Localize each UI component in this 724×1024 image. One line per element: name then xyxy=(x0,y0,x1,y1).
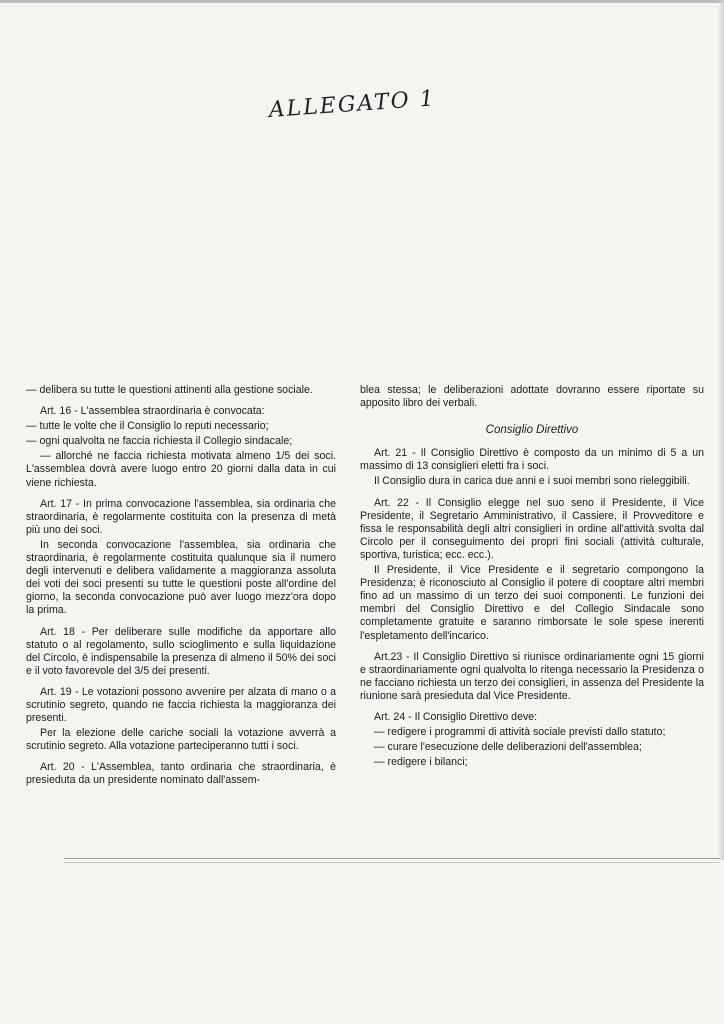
right-column xyxy=(360,384,704,771)
scan-right-edge xyxy=(718,0,724,860)
paragraph: Art. 20 - L'Assemblea, tanto ordinaria che straordinaria, è presieduta da un presidente nominato dall'assem- xyxy=(26,761,336,787)
list-item: — redigere i programmi di attività sociale previsti dallo statuto; xyxy=(374,726,666,739)
handwritten-annotation: ALLEGATO 1 xyxy=(268,86,437,123)
paragraph: Per la elezione delle cariche sociali la votazione avverrà a scrutinio segreto. Alla votazione parteciperanno tutti i soci. xyxy=(26,727,336,753)
left-column xyxy=(26,384,336,796)
section-title: Consiglio Direttivo xyxy=(485,424,579,437)
paragraph: Il Consiglio dura in carica due anni e i suoi membri sono rieleggibili. xyxy=(374,475,690,488)
list-item: — tutte le volte che il Consiglio lo reputi necessario; xyxy=(26,420,269,433)
paragraph: Art. 16 - L'assemblea straordinaria è convocata: xyxy=(40,405,265,418)
list-item: — ogni qualvolta ne faccia richiesta il Collegio sindacale; xyxy=(26,435,293,448)
paragraph: Art. 17 - In prima convocazione l'assemblea, sia ordinaria che straordinaria, è regolarmente costituita con la presenza di metà più uno dei soci. xyxy=(26,497,336,536)
scan-bottom-line xyxy=(64,858,720,859)
paragraph: Art. 19 - Le votazioni possono avvenire per alzata di mano o a scrutinio segreto, quando ne faccia richiesta la maggioranza dei presenti. xyxy=(26,685,336,725)
list-item: — redigere i bilanci; xyxy=(374,756,468,769)
paragraph: Art. 21 - Il Consiglio Direttivo è composto da un minimo di 5 a un massimo di 13 consiglieri eletti fra i soci. xyxy=(360,447,704,473)
paragraph: Il Presidente, il Vice Presidente e il segretario compongono la Presidenza; è riconosciuto al Consiglio il potere di cooptare altri membri fino ad un massimo di un terzo dei suoi componenti. Le funzioni dei membri del Consiglio Direttivo e del Collegio Sindacale sono completamente gratuite e saranno rimborsate le sole spese inerenti l'espletamento dell'incarico. xyxy=(360,564,704,642)
paragraph: Art. 24 - Il Consiglio Direttivo deve: xyxy=(374,710,538,723)
scan-bottom-line xyxy=(64,862,720,863)
paragraph: Art. 22 - Il Consiglio elegge nel suo seno il Presidente, il Vice Presidente, il Segretario Amministrativo, il Cassiere, il Provveditore e fissa le responsabilità degli altri consiglieri in ordine all'attività svolta dal Circolo per il conseguimento dei propri fini sociali (attività culturale, sportiva, turistica; ecc. ecc.). xyxy=(360,496,704,561)
paragraph: — delibera su tutte le questioni attinenti alla gestione sociale. xyxy=(26,384,313,396)
paragraph: In seconda convocazione l'assemblea, sia ordinaria che straordinaria, è regolarmente costituita qualunque sia il numero degli intervenuti e delibera validamente a maggioranza assoluta dei voti dei soci presenti su tutte le questioni poste all'ordine del giorno, la seconda convocazione può aver luogo mezz'ora dopo la prima. xyxy=(26,538,336,617)
paragraph: Art. 18 - Per deliberare sulle modifiche da apportare allo statuto o al regolamento, sullo scioglimento e sulla liquidazione del Circolo, è indispensabile la presenza di almeno il 50% dei soci e il voto favorevole del 3/5 dei presenti. xyxy=(26,625,336,677)
paragraph: Art.23 - Il Consiglio Direttivo si riunisce ordinariamente ogni 15 giorni e straordinariamente ogni qualvolta lo ritenga necessario la Presidenza o ne facciano richiesta un terzo dei consiglieri, in assenza del Presidente la riunione sarà presieduta dal Vice Presidente. xyxy=(360,650,704,702)
paragraph: blea stessa; le deliberazioni adottate dovranno essere riportate su apposito libro dei verbali. xyxy=(360,384,704,410)
list-item: — curare l'esecuzione delle deliberazioni dell'assemblea; xyxy=(374,741,642,754)
list-item: — allorché ne faccia richiesta motivata almeno 1/5 dei soci. L'assemblea dovrà avere luogo entro 20 giorni dalla data in cui viene richiesta. xyxy=(26,450,336,489)
scan-top-edge xyxy=(0,0,724,3)
